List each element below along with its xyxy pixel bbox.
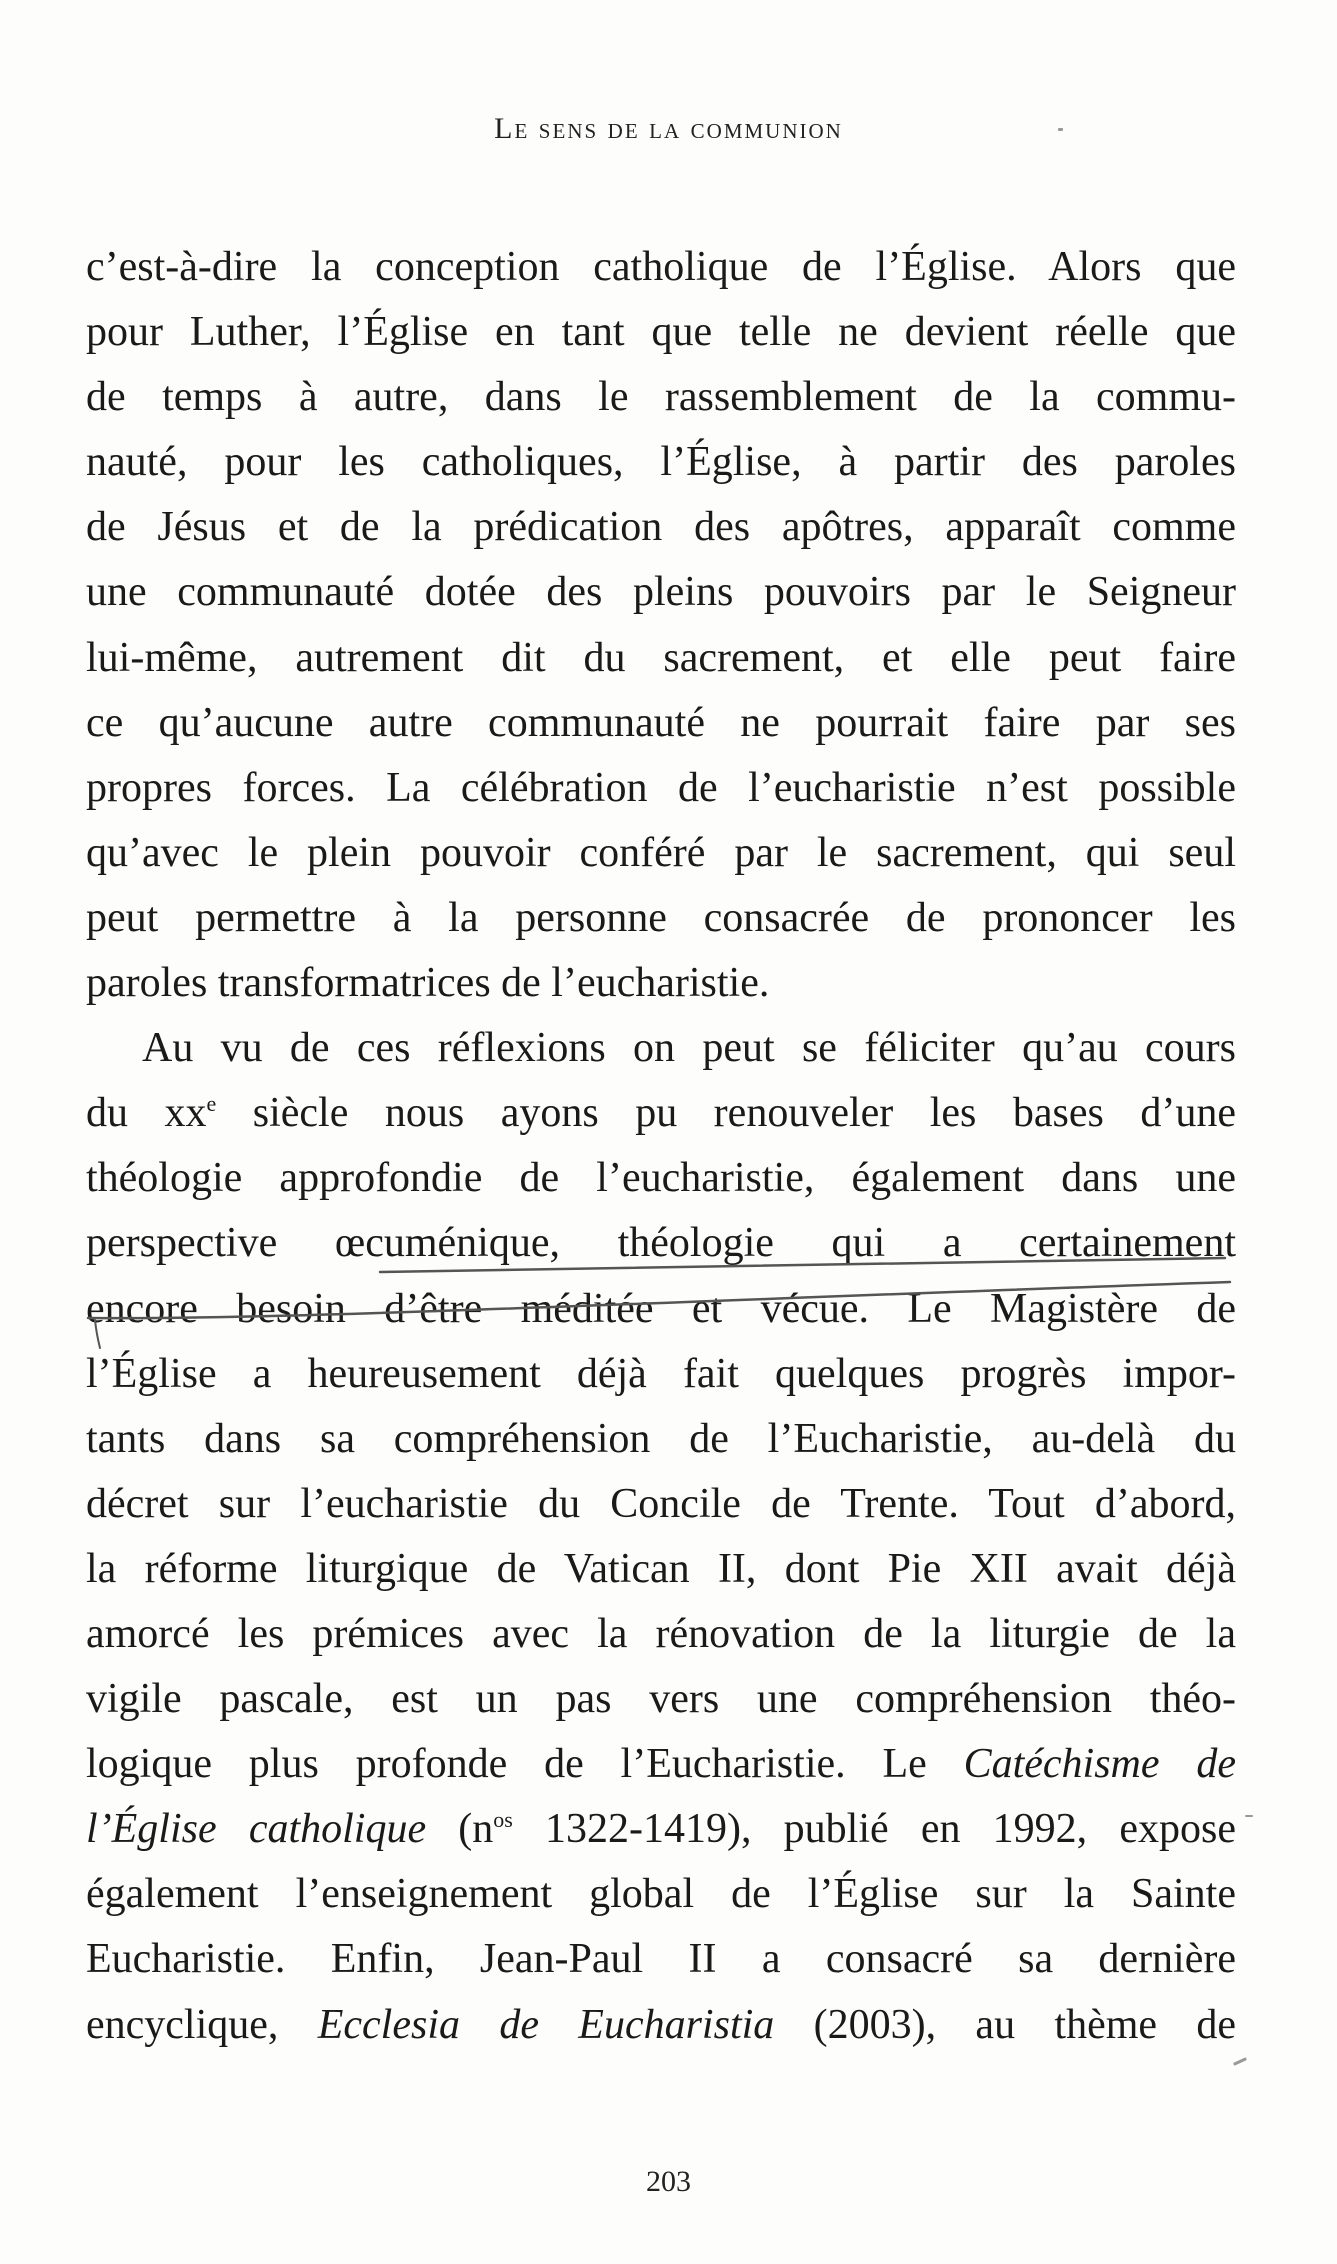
text-line [86, 1732, 1236, 1797]
text-fragment: du xx [86, 1090, 207, 1137]
superscript: os [493, 1807, 513, 1833]
text-line: pour Luther, l’Église en tant que telle ne devient réelle que [86, 309, 1236, 356]
text-line: également l’enseignement global de l’Église sur la Sainte [86, 1871, 1236, 1918]
body-text [86, 235, 1236, 2058]
text-line [86, 1797, 1236, 1862]
paper-speck [1245, 1815, 1253, 1817]
encyclical-title: Ecclesia de Eucharistia [317, 2001, 775, 2048]
text-line: propres forces. La célébration de l’eucharistie n’est possible [86, 764, 1236, 811]
text-line: décret sur l’eucharistie du Concile de Trente. Tout d’abord, [86, 1480, 1236, 1527]
paper-speck [1233, 2057, 1247, 2066]
page-number: 203 [646, 2165, 691, 2198]
text-line: de Jésus et de la prédication des apôtres, apparaît comme [86, 504, 1236, 551]
text-line: nauté, pour les catholiques, l’Église, à partir des paroles [86, 439, 1236, 486]
superscript: e [206, 1091, 217, 1117]
paragraph-2 [86, 1016, 1236, 2058]
text-fragment: (n [426, 1806, 494, 1853]
text-line [86, 1081, 1236, 1146]
text-fragment: encyclique, [86, 2001, 318, 2048]
paper-speck [1058, 128, 1063, 131]
book-title: Catéchisme de [963, 1741, 1236, 1788]
text-line: lui-même, autrement dit du sacrement, et elle peut faire [86, 634, 1236, 681]
text-line: encore besoin d’être méditée et vécue. Le Magistère de [86, 1285, 1236, 1332]
text-fragment: (2003), au thème de [774, 2001, 1236, 2048]
text-line: une communauté dotée des pleins pouvoirs par le Seigneur [86, 569, 1236, 616]
text-line: ce qu’aucune autre communauté ne pourrait faire par ses [86, 699, 1236, 746]
text-line: la réforme liturgique de Vatican II, dont Pie XII avait déjà [86, 1545, 1236, 1592]
text-line: tants dans sa compréhension de l’Eucharistie, au-delà du [86, 1415, 1236, 1462]
text-line: théologie approfondie de l’eucharistie, également dans une [86, 1155, 1236, 1202]
text-line: qu’avec le plein pouvoir conféré par le sacrement, qui seul [86, 829, 1236, 876]
running-head: Le sens de la communion [494, 112, 843, 145]
text-line: de temps à autre, dans le rassemblement de la commu- [86, 374, 1236, 421]
text-fragment: 1322-1419), publié en 1992, expose [512, 1806, 1236, 1853]
paragraph-1 [86, 235, 1236, 1016]
text-line: amorcé les prémices avec la rénovation de la liturgie de la [86, 1610, 1236, 1657]
text-line: vigile pascale, est un pas vers une compréhension théo- [86, 1676, 1236, 1723]
text-line: Eucharistie. Enfin, Jean-Paul II a consacré sa dernière [86, 1936, 1236, 1983]
text-line: perspective œcuménique, théologie qui a certainement [86, 1220, 1236, 1267]
text-line: Au vu de ces réflexions on peut se féliciter qu’au cours [142, 1025, 1236, 1072]
text-line [86, 1993, 1236, 2058]
text-fragment: logique plus profonde de l’Eucharistie. Le [86, 1741, 964, 1788]
text-line: c’est-à-dire la conception catholique de l’Église. Alors que [86, 244, 1236, 290]
text-line: l’Église a heureusement déjà fait quelques progrès impor- [86, 1350, 1236, 1397]
text-fragment: siècle nous ayons pu renouveler les bases d’une [216, 1090, 1236, 1137]
book-title: l’Église catholique [86, 1806, 427, 1853]
text-line: paroles transformatrices de l’eucharistie. [86, 960, 770, 1007]
text-line: peut permettre à la personne consacrée de prononcer les [86, 894, 1236, 941]
